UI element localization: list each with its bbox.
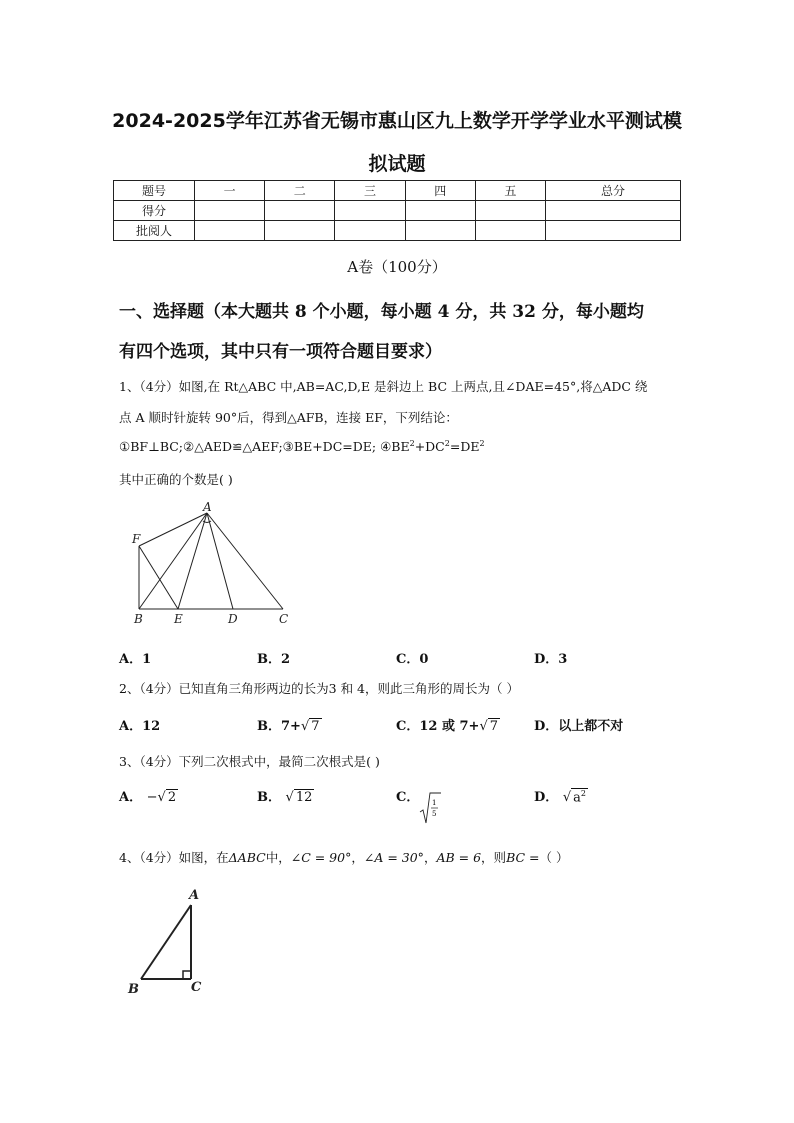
figure-label: C (191, 980, 202, 995)
segment-ab (141, 905, 191, 979)
score-cell[interactable] (405, 221, 475, 241)
q1-line2: 点 A 顺时针旋转 90°后，得到△AFB，连接 EF，下列结论： (119, 410, 458, 425)
q1-line1: 1、（4分）如图,在 Rt△ABC 中,AB=AC,D,E 是斜边上 BC 上两点,且∠DAE=45°,将△ADC 绕 (119, 379, 648, 394)
score-header-cell: 四 (405, 181, 475, 201)
score-cell[interactable] (546, 221, 681, 241)
radicand (571, 788, 588, 805)
q2-option-b[interactable] (257, 715, 322, 734)
radicand-var: a (573, 790, 581, 805)
q1-sup: 2 (409, 439, 415, 448)
q4-text (119, 848, 568, 866)
section-a-title: A卷（100分） (347, 258, 447, 276)
q4-text-part: ， (351, 850, 364, 865)
radicand-exponent: 2 (580, 788, 586, 798)
score-table-row (114, 221, 681, 241)
q1-line4: 其中正确的个数是( ) (119, 472, 233, 487)
q3-option-b-label: B． (257, 790, 281, 805)
right-angle-mark (183, 971, 191, 979)
q4-text-part: 中， (265, 850, 291, 865)
q2-option-c-text: C．12 或 7+ (396, 719, 480, 734)
q4-text-part: ， (423, 850, 437, 865)
q3-option-a-label: A． (119, 790, 143, 805)
score-header-cell: 二 (265, 181, 335, 201)
score-row-label: 批阅人 (114, 221, 195, 241)
radicand: 2 (167, 790, 177, 805)
q4-math: ∠A = 30° (363, 850, 424, 865)
minus-sign: − (146, 790, 158, 805)
figure-label: A (189, 888, 200, 903)
score-header-cell: 一 (195, 181, 265, 201)
figure-label: E (174, 612, 183, 626)
fraction-denominator: 5 (432, 810, 437, 818)
q4-text-part: ，则 (481, 850, 507, 865)
score-header-cell: 三 (335, 181, 405, 201)
q4-math: ΔABC (228, 850, 266, 865)
segment-ac (207, 513, 283, 609)
q4-text-part: 4、（4分）如图，在 (119, 850, 229, 865)
q4-math: BC = (506, 850, 540, 865)
q1-option-a[interactable]: A．1 (119, 652, 152, 667)
q3-option-c-label: C． (396, 790, 420, 805)
part1-heading-line1: 一、选择题（本大题共 8 个小题，每小题 4 分，共 32 分，每小题均 (119, 302, 644, 322)
q3-option-a[interactable] (119, 786, 178, 805)
sqrt-icon: √ $a^2$ (562, 788, 586, 805)
figure-label: A (203, 500, 212, 514)
q3-option-c-fraction-root (418, 790, 442, 826)
score-cell[interactable] (405, 201, 475, 221)
score-cell[interactable] (335, 221, 405, 241)
sqrt-icon: √ 7 (479, 719, 499, 734)
segment-ad (207, 513, 233, 609)
q3-option-b[interactable] (257, 786, 314, 805)
q2-option-b-text: B．7+ (257, 719, 301, 734)
score-header-cell: 总分 (546, 181, 681, 201)
sqrt-icon: √ 7 (300, 719, 320, 734)
q4-math: ∠C = 90° (290, 850, 352, 865)
segment-ae (178, 513, 207, 609)
segment-ab (139, 513, 207, 609)
radicand: 7 (489, 719, 499, 734)
q2-text: 2、（4分）已知直角三角形两边的长为3 和 4，则此三角形的周长为（ ） (119, 681, 519, 696)
q1-line3 (119, 439, 485, 454)
score-table-row (114, 201, 681, 221)
q1-line3-part: +DC (414, 439, 445, 455)
score-cell[interactable] (195, 201, 265, 221)
figure-label: F (132, 532, 141, 546)
figure-label: B (134, 612, 143, 626)
score-header-cell: 五 (475, 181, 545, 201)
q1-sup: 2 (479, 439, 485, 448)
q1-line3-part: ①BF⊥BC;②△AED≌△AEF;③BE+DC=DE; ④BE (119, 439, 410, 455)
score-cell[interactable] (195, 221, 265, 241)
score-header-cell: 题号 (114, 181, 195, 201)
part1-heading-line2: 有四个选项，其中只有一项符合题目要求） (119, 342, 442, 362)
figure-label: C (279, 612, 289, 626)
q4-text-part: （ ） (539, 850, 569, 865)
exam-title-line2: 拟试题 (368, 153, 426, 175)
radicand: 12 (295, 790, 313, 805)
score-cell[interactable] (546, 201, 681, 221)
q3-option-d-label: D． (534, 790, 559, 805)
q2-option-c[interactable] (396, 715, 500, 734)
score-row-label: 得分 (114, 201, 195, 221)
sqrt-icon: √ 12 (285, 790, 313, 805)
q3-text: 3、（4分）下列二次根式中，最简二次根式是( ) (119, 754, 380, 769)
fraction-numerator: 1 (432, 799, 437, 807)
q3-option-c[interactable] (396, 786, 419, 805)
segment-af (139, 513, 207, 546)
q2-option-d[interactable]: D．以上都不对 (534, 719, 624, 734)
q1-option-c[interactable]: C．0 (396, 652, 429, 667)
score-table-header-row (114, 181, 681, 201)
q1-triangle-figure (128, 500, 298, 630)
q1-line3-part: =DE (449, 439, 480, 455)
figure-label: D (228, 612, 238, 626)
q3-option-a-expr: −√ 2 (146, 790, 177, 805)
q1-sup: 2 (444, 439, 450, 448)
score-table (113, 180, 681, 241)
q4-math: AB = 6 (436, 850, 482, 865)
q1-option-d[interactable]: D．3 (534, 652, 568, 667)
q1-option-b[interactable]: B．2 (257, 652, 291, 667)
score-cell[interactable] (475, 221, 545, 241)
score-cell[interactable] (335, 201, 405, 221)
angle-mark (203, 521, 211, 523)
score-cell[interactable] (265, 201, 335, 221)
score-cell[interactable] (265, 221, 335, 241)
figure-label: B (128, 982, 139, 997)
q2-option-a[interactable]: A．12 (119, 719, 161, 734)
exam-title-line1: 2024-2025学年江苏省无锡市惠山区九上数学开学学业水平测试模 (112, 110, 682, 132)
q4-right-triangle-figure (125, 880, 215, 1000)
radicand: 7 (311, 719, 320, 734)
segment-fe (139, 546, 178, 609)
q3-option-d[interactable] (534, 786, 588, 805)
score-cell[interactable] (475, 201, 545, 221)
